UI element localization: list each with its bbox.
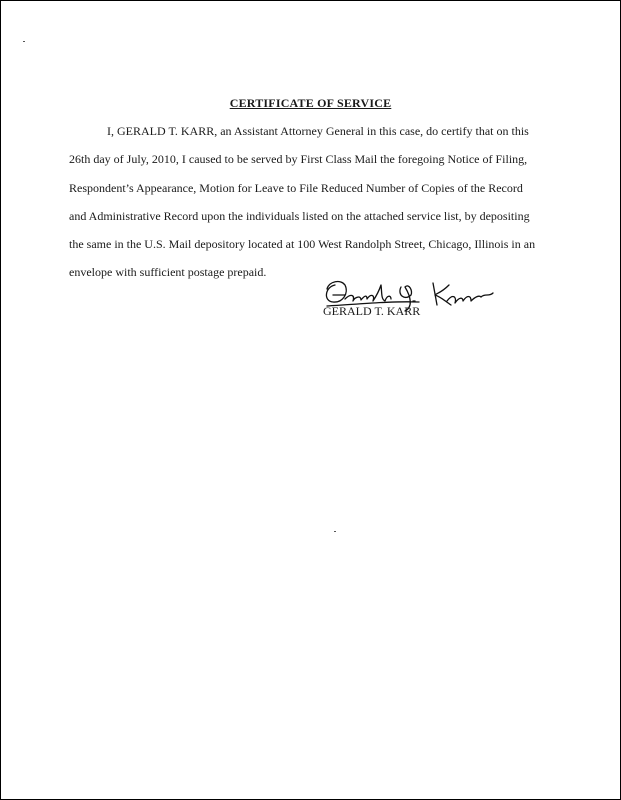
body-line-1: I, GERALD T. KARR, an Assistant Attorney General in this case, do certify that on this [107,124,529,138]
body-line-2: 26th day of July, 2010, I caused to be served by First Class Mail the foregoing Notice of Filing, [69,152,528,166]
body-line-3: Respondent’s Appearance, Motion for Leave to File Reduced Number of Copies of the Record [69,181,523,195]
signature-name: GERALD T. KARR [323,304,421,318]
body-line-6: envelope with sufficient postage prepaid. [69,265,267,279]
body-line-5: the same in the U.S. Mail depository located at 100 West Randolph Street, Chicago, Illinois in an [69,237,536,251]
scan-speck [23,41,25,42]
body-line-4: and Administrative Record upon the individuals listed on the attached service list, by depositing [69,209,530,223]
scan-speck [334,531,336,532]
document-title: CERTIFICATE OF SERVICE [229,96,392,110]
